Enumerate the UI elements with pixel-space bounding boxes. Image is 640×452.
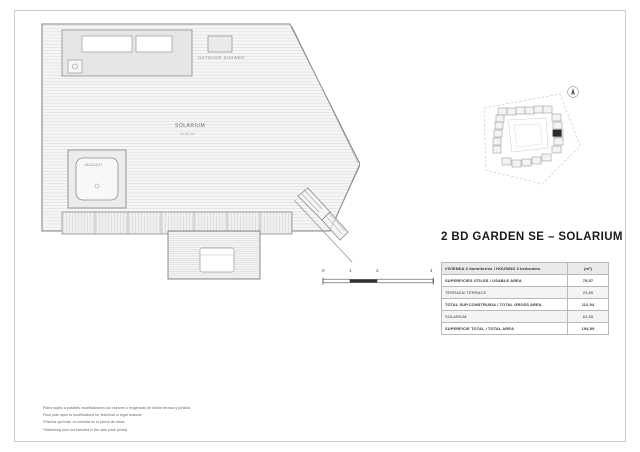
area-schedule-table [441, 262, 609, 335]
sun-bed [200, 248, 234, 272]
lounge-bench-2 [136, 36, 172, 52]
note-line: *Swimming pool not included in the sale price (extra) [43, 427, 128, 432]
solarium-floor-plan [30, 16, 360, 296]
scale-bar [322, 268, 442, 294]
table-row [442, 287, 609, 299]
page-title: 2 BD GARDEN SE – SOLARIUM [441, 231, 623, 243]
label-solarium: SOLARIUM [175, 123, 206, 129]
row-label: SUPERFICIES ÚTILES / USABLE AREA [442, 275, 568, 287]
table-row [442, 323, 609, 335]
courtyard-inner [514, 124, 542, 147]
table-header-unit: (m²) [568, 263, 609, 275]
table-row [442, 299, 609, 311]
scale-graphic [322, 277, 442, 289]
table-header-label: VIVIENDA 3 dormitorios / HOUSING 3 bedrooms [442, 263, 568, 275]
highlighted-unit [553, 130, 562, 137]
plan-vector [30, 16, 360, 296]
lounge-bench-1 [82, 36, 132, 52]
shower-tray [68, 60, 82, 73]
note-line: *Piscina opcional, no incluida en el precio de venta [43, 420, 125, 425]
table-header-row [442, 263, 609, 275]
row-value: 75,07 [568, 275, 609, 287]
label-jacuzzi: JACUZZI [84, 163, 103, 167]
row-label: TOTAL SUP.CONSTRUIDA / TOTAL GROSS AREA [442, 299, 568, 311]
row-label: TERRAZA/ TERRACE [442, 287, 568, 299]
north-arrow-icon [568, 87, 579, 98]
site-key-plan [468, 84, 586, 194]
scale-tick-1: 1 [349, 268, 352, 273]
scale-tick-4: 4 [430, 268, 433, 273]
table-row [442, 311, 609, 323]
label-outdoor-shower: OUTDOOR SHOWER [198, 55, 245, 60]
row-value: 23,69 [568, 287, 609, 299]
row-value: 194,59 [568, 323, 609, 335]
row-label: SOLARIUM [442, 311, 568, 323]
scale-tick-0: 0 [322, 268, 325, 273]
row-value: 112,94 [568, 299, 609, 311]
label-solarium-area: 81,65 M² [180, 132, 195, 136]
row-value: 81,65 [568, 311, 609, 323]
scale-tick-2: 2 [376, 268, 379, 273]
note-line: Floor plan open to modifications for technical or legal reasons [43, 413, 142, 418]
building-blocks [493, 106, 563, 167]
courtyard-outline [508, 118, 548, 152]
outdoor-shower-unit [208, 36, 232, 52]
key-plan-vector [468, 84, 586, 194]
legal-notes [43, 405, 343, 434]
table-row [442, 275, 609, 287]
row-label: SUPERFICIE TOTAL / TOTAL AREA [442, 323, 568, 335]
note-line: Plano sujeto a posibles modificaciones por razones o exigencias de índole técnica y jurídica [43, 406, 191, 410]
